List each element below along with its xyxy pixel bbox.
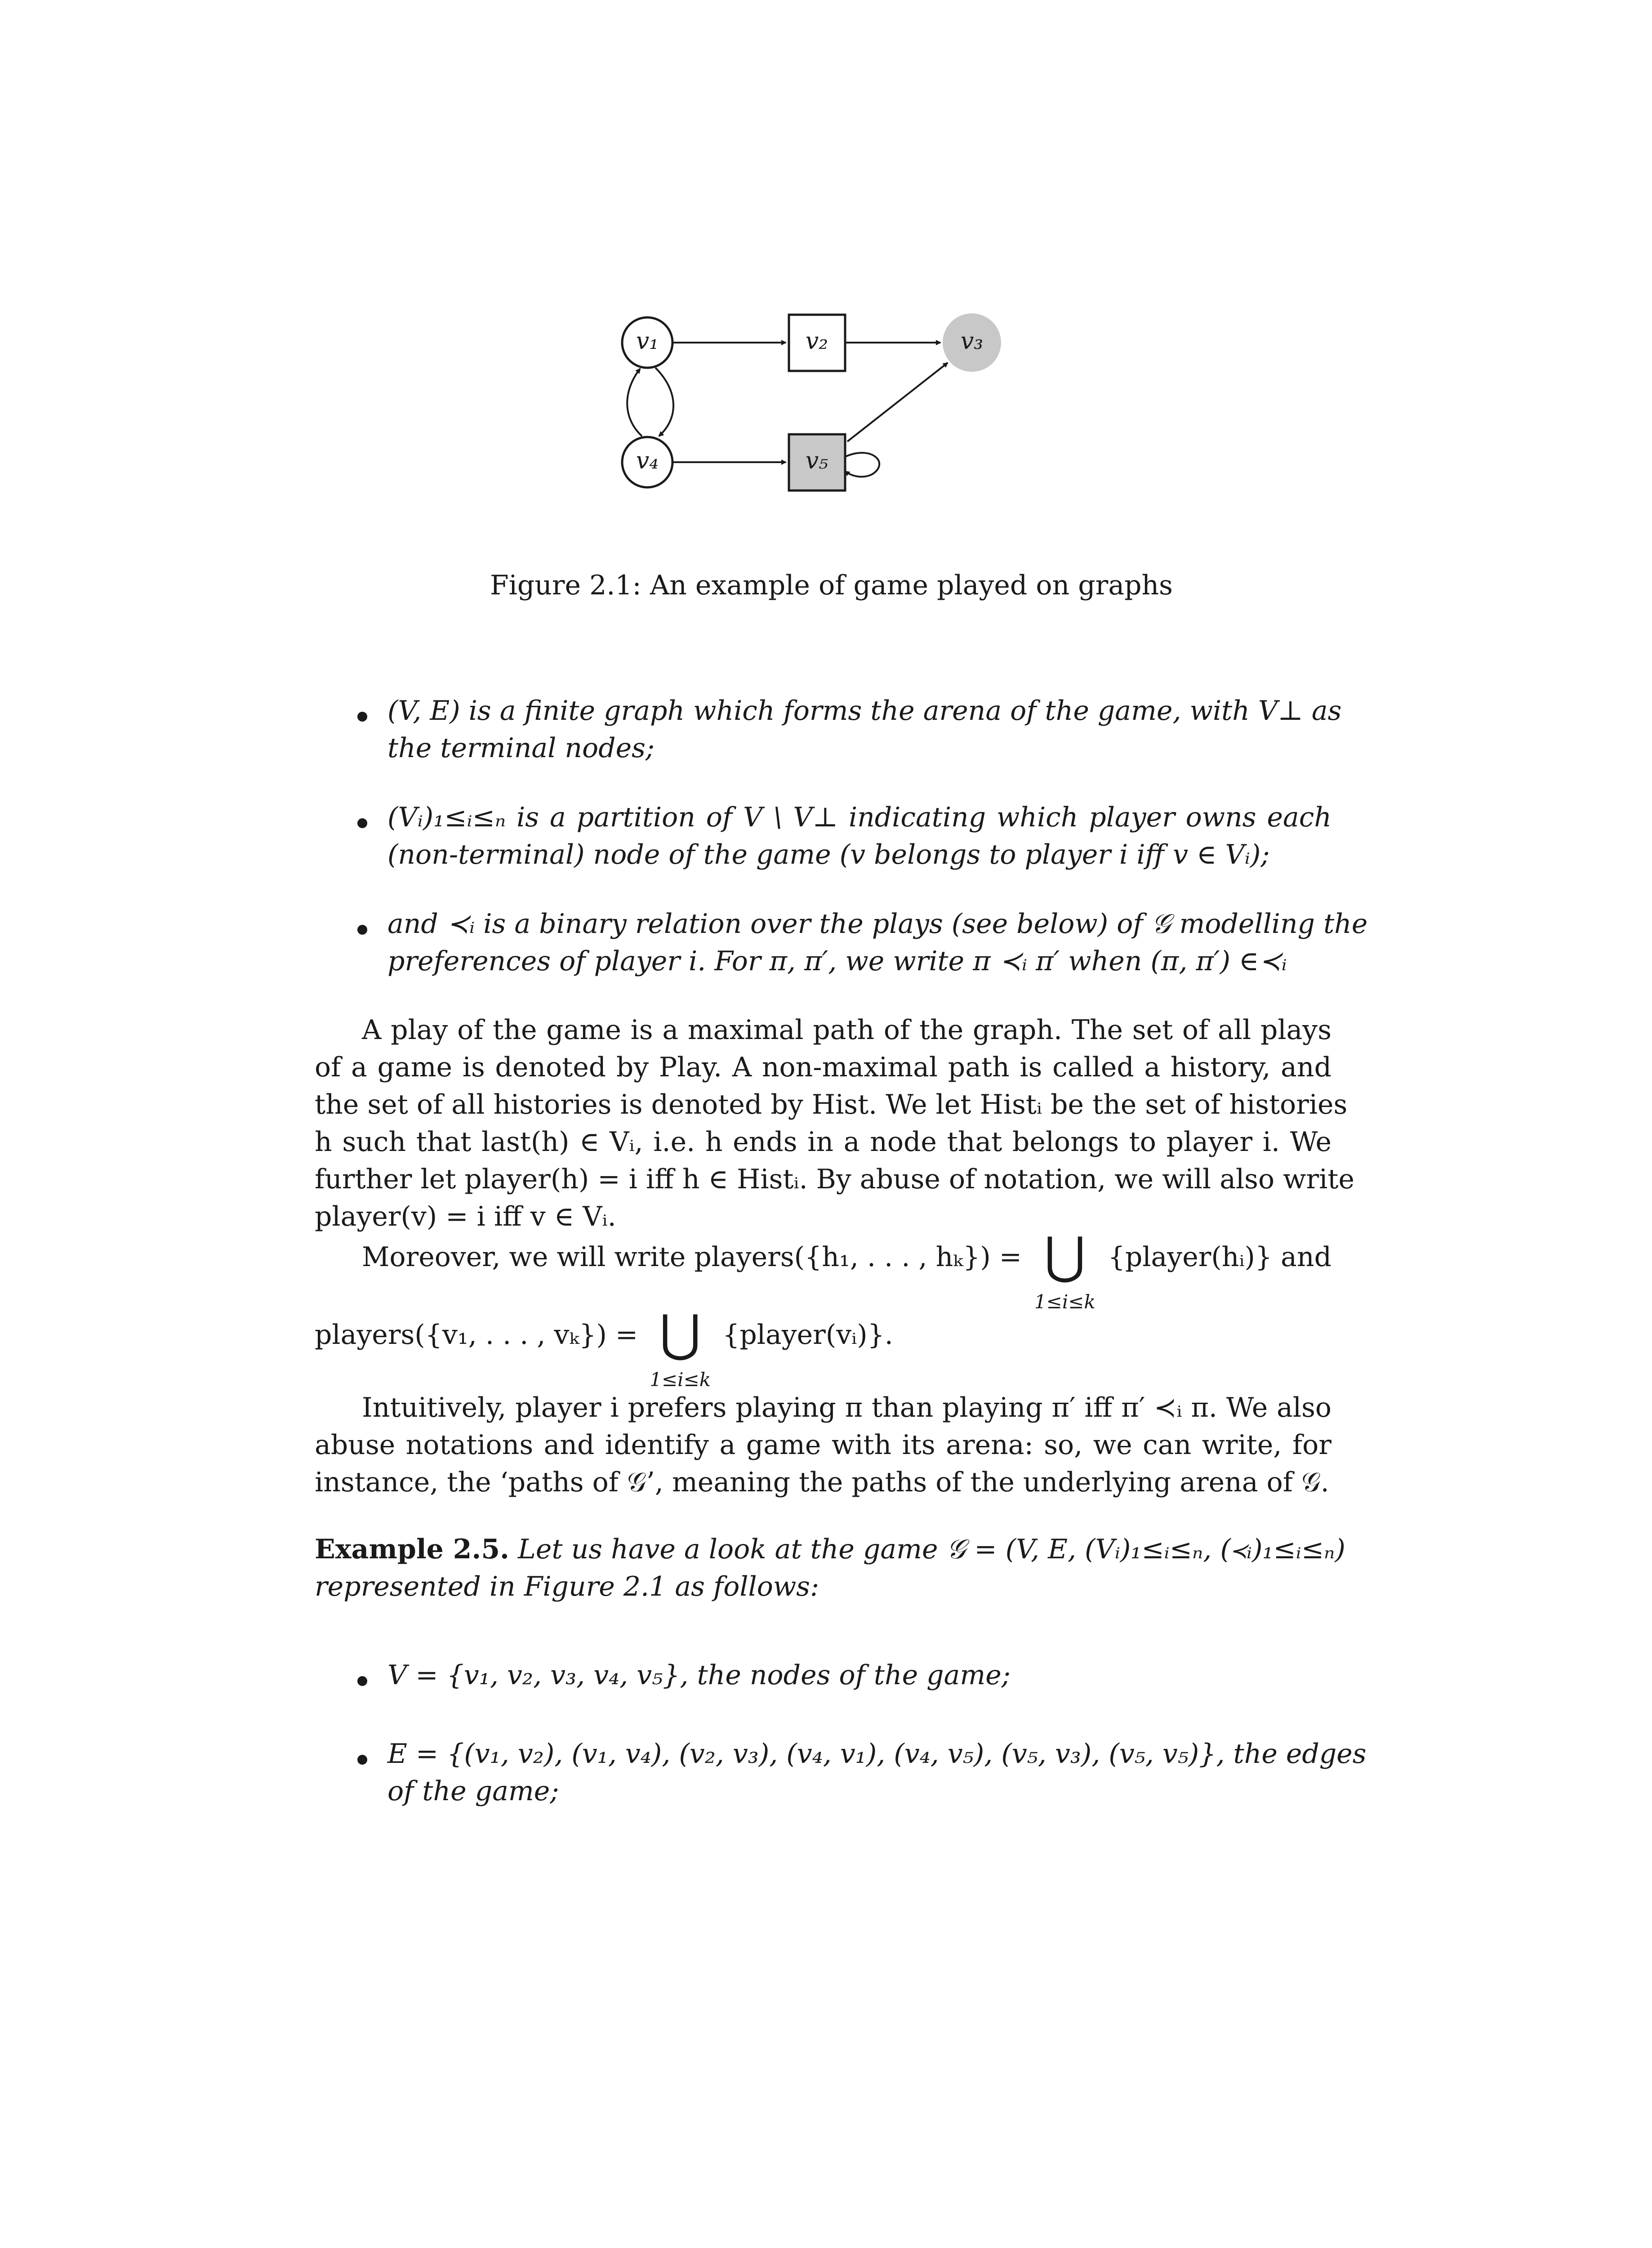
definition-item-partition: (Vᵢ)₁≤ᵢ≤ₙ is a partition of V \ V⊥ indicating which player owns each (non-terminal) node of the game (v belongs to player i iff v ∈ Vᵢ); xyxy=(387,802,1331,870)
node-v3 xyxy=(943,313,1001,372)
equation-rhs: {player(hᵢ)} and xyxy=(1108,1241,1331,1273)
paragraph-play-definition: A play of the game is a maximal path of the graph. The set of all plays of a game is denoted by Play. A non-maximal path is called a history, and the set of all histories is denoted by Hist. We let Histᵢ be the set of histories h such that last(h) ∈ Vᵢ, i.e. h ends in a node that belongs to player i. We further let player(h) = i iff h ∈ Histᵢ. By abuse of notation, we will also write player(v) = i iff v ∈ Vᵢ. xyxy=(315,1014,1354,1232)
bullet-dot xyxy=(357,818,367,828)
bullet-dot xyxy=(357,1676,367,1686)
definition-item-arena: (V, E) is a finite graph which forms the arena of the game, with V⊥ as the terminal nodes; xyxy=(387,695,1342,764)
bullet-dot xyxy=(357,1755,367,1765)
svg-text:v₅: v₅ xyxy=(805,447,828,474)
equation-rhs: {player(vᵢ)}. xyxy=(722,1319,893,1351)
node-v4 xyxy=(622,437,672,487)
equation-lhs: players({v₁, . . . , vₖ}) = xyxy=(315,1319,638,1351)
node-v1 xyxy=(622,317,672,368)
example-nodes-item: V = {v₁, v₂, v₃, v₄, v₅}, the nodes of the game; xyxy=(387,1659,1011,1691)
svg-text:v₄: v₄ xyxy=(636,447,659,474)
figure-caption: Figure 2.1: An example of game played on graphs xyxy=(490,570,1173,601)
equation-players-nodes xyxy=(315,1304,893,1398)
edge-v4-v1 xyxy=(627,369,642,436)
equation-players-histories xyxy=(362,1227,1331,1320)
bullet-dot xyxy=(357,712,367,722)
definition-item-preferences: and ≺ᵢ is a binary relation over the plays (see below) of 𝒢 modelling the preferences of player i. For π, π′, we write π ≺ᵢ π′ when (π, π′) ∈≺ᵢ xyxy=(387,908,1368,977)
node-v5 xyxy=(789,434,845,491)
example-label: Example 2.5. xyxy=(315,1534,509,1565)
equation-lhs: Moreover, we will write players({h₁, . . . , hₖ}) = xyxy=(362,1241,1022,1273)
node-v2 xyxy=(789,315,845,371)
example-edges-item: E = {(v₁, v₂), (v₁, v₄), (v₂, v₃), (v₄, v₁), (v₄, v₅), (v₅, v₃), (v₅, v₅)}, the edges of the game; xyxy=(387,1738,1367,1807)
svg-text:v₂: v₂ xyxy=(805,328,828,355)
example-statement: Let us have a look at the game 𝒢 = (V, E, (Vᵢ)₁≤ᵢ≤ₙ, (≺ᵢ)₁≤ᵢ≤ₙ) xyxy=(518,1534,1345,1565)
edge-v1-v4 xyxy=(655,368,673,436)
svg-text:v₁: v₁ xyxy=(636,328,659,355)
bullet-dot xyxy=(357,925,367,935)
union-operator: ⋃ 1≤i≤k xyxy=(650,1304,711,1391)
example-2-5: Example 2.5. Let us have a look at the game 𝒢 = (V, E, (Vᵢ)₁≤ᵢ≤ₙ, (≺ᵢ)₁≤ᵢ≤ₙ) represented in Figure 2.1 as follows: xyxy=(315,1534,1345,1602)
edge-v5-v3 xyxy=(847,363,948,442)
game-graph-figure xyxy=(620,310,1016,499)
edge-v5-v5-loop xyxy=(845,453,879,477)
paragraph-intuition: Intuitively, player i prefers playing π than playing π′ iff π′ ≺ᵢ π. We also abuse notations and identify a game with its arena: so, we can write, for instance, the ‘paths of 𝒢’, meaning the paths of the underlying arena of 𝒢. xyxy=(315,1392,1331,1498)
svg-text:v₃: v₃ xyxy=(960,328,984,355)
union-operator: ⋃ 1≤i≤k xyxy=(1034,1227,1095,1313)
